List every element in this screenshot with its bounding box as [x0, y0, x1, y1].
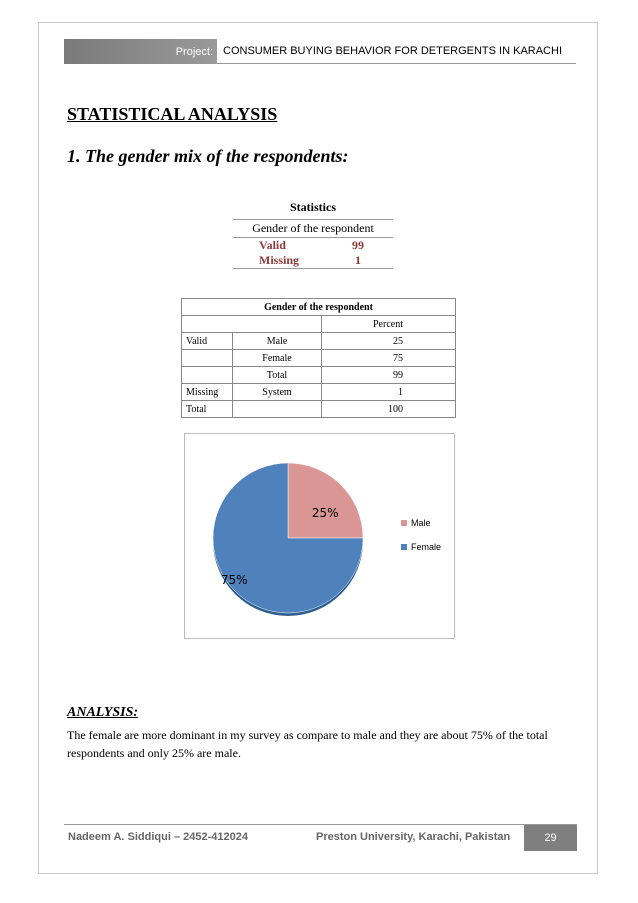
- table-header-percent: Percent: [322, 316, 456, 333]
- pie-chart: [185, 434, 454, 638]
- statistics-row: [233, 238, 393, 253]
- table-cell-group: Valid: [182, 333, 233, 350]
- pie-slice-male: [288, 463, 363, 538]
- table-row: [182, 367, 456, 384]
- legend-swatch-male: [401, 520, 407, 526]
- table-title-row: [182, 299, 456, 316]
- analysis-heading: ANALYSIS:: [67, 705, 139, 720]
- table-row: [182, 333, 456, 350]
- table-cell-group: [182, 350, 233, 367]
- table-row: [182, 384, 456, 401]
- page-number: 29: [524, 825, 577, 851]
- footer-university: Preston University, Karachi, Pakistan: [316, 831, 511, 843]
- table-cell-percent: 1: [322, 384, 456, 401]
- legend-label-male: Male: [411, 518, 431, 528]
- statistics-caption: Statistics: [290, 200, 336, 214]
- table-cell-category: System: [233, 384, 322, 401]
- table-row: [182, 350, 456, 367]
- pie-data-label: 75%: [220, 572, 248, 587]
- section-heading: STATISTICAL ANALYSIS: [67, 104, 278, 124]
- statistics-row: [233, 253, 393, 269]
- table-cell-category: Male: [233, 333, 322, 350]
- pie-chart-frame: [184, 433, 455, 639]
- legend-label-female: Female: [411, 542, 442, 552]
- sub-heading: 1. The gender mix of the respondents:: [67, 146, 349, 166]
- table-cell-category: Total: [233, 367, 322, 384]
- page-header: [64, 39, 576, 64]
- table-header-row: [182, 316, 456, 333]
- footer-author: Nadeem A. Siddiqui – 2452-412024: [68, 831, 248, 843]
- table-cell-percent: 25: [322, 333, 456, 350]
- table-cell-group: Total: [182, 401, 233, 418]
- table-cell-percent: 100: [322, 401, 456, 418]
- analysis-text: The female are more dominant in my survey as compare to male and they are about 75% of the total respondents and only 25% are male.: [67, 728, 548, 760]
- header-title: CONSUMER BUYING BEHAVIOR FOR DETERGENTS IN KARACHI: [217, 39, 576, 64]
- header-label: Project:: [64, 39, 217, 64]
- statistics-table: [233, 200, 393, 269]
- table-cell-percent: 75: [322, 350, 456, 367]
- table-cell-group: Missing: [182, 384, 233, 401]
- table-header-empty: [182, 316, 322, 333]
- table-cell-percent: 99: [322, 367, 456, 384]
- table-cell-group: [182, 367, 233, 384]
- page-footer: [64, 824, 577, 851]
- statistics-row-value: 1: [355, 253, 361, 267]
- statistics-variable: Gender of the respondent: [233, 219, 393, 238]
- frequency-table: [181, 298, 456, 418]
- table-title: Gender of the respondent: [182, 299, 456, 316]
- statistics-row-label: Valid: [259, 238, 286, 252]
- pie-data-label: 25%: [311, 505, 339, 520]
- legend-swatch-female: [401, 544, 407, 550]
- statistics-row-label: Missing: [259, 253, 300, 267]
- table-cell-category: Female: [233, 350, 322, 367]
- table-row: [182, 401, 456, 418]
- statistics-row-value: 99: [352, 238, 364, 252]
- table-cell-category: [233, 401, 322, 418]
